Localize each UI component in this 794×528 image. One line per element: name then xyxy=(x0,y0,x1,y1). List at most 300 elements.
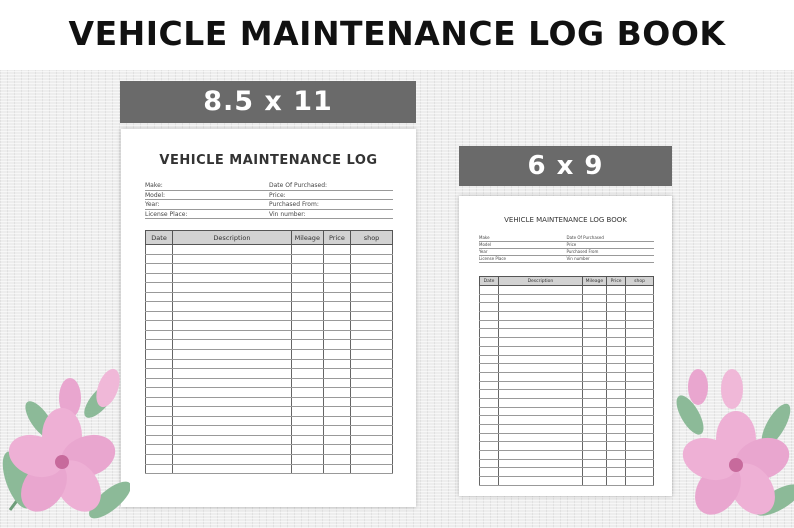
log-cell xyxy=(499,459,583,468)
log-cell xyxy=(626,372,654,381)
field-year: Year: xyxy=(145,200,269,210)
log-cell xyxy=(323,445,350,455)
log-cell xyxy=(350,388,392,398)
field-make: Make: xyxy=(145,181,269,191)
log-cell xyxy=(173,407,292,417)
log-cell xyxy=(291,245,323,255)
field-license-place: License Place: xyxy=(145,210,269,220)
log-cell xyxy=(146,321,173,331)
log-cell xyxy=(607,416,626,425)
field-model: Model xyxy=(479,242,567,249)
log-cell xyxy=(499,294,583,303)
log-cell xyxy=(626,407,654,416)
log-cell xyxy=(480,320,499,329)
log-cell xyxy=(291,397,323,407)
log-row xyxy=(146,435,393,445)
log-cell xyxy=(146,397,173,407)
log-sheet-small xyxy=(459,196,672,496)
log-cell xyxy=(499,468,583,477)
log-cell xyxy=(146,283,173,293)
log-row xyxy=(480,294,654,303)
log-cell xyxy=(291,435,323,445)
column-header-mileage: Mileage xyxy=(291,231,323,245)
log-cell xyxy=(291,340,323,350)
log-cell xyxy=(291,292,323,302)
log-cell xyxy=(323,283,350,293)
field-price: Price xyxy=(567,242,655,249)
log-cell xyxy=(607,364,626,373)
log-cell xyxy=(582,442,606,451)
log-row xyxy=(480,320,654,329)
flower-decoration-right xyxy=(670,365,794,528)
log-cell xyxy=(582,338,606,347)
log-cell xyxy=(146,245,173,255)
log-row xyxy=(146,359,393,369)
log-cell xyxy=(350,311,392,321)
log-cell xyxy=(582,346,606,355)
log-cell xyxy=(582,329,606,338)
log-cell xyxy=(480,468,499,477)
log-cell xyxy=(582,407,606,416)
log-cell xyxy=(582,303,606,312)
log-cell xyxy=(350,397,392,407)
log-cell xyxy=(291,407,323,417)
field-vin-number: Vin number xyxy=(567,256,655,263)
log-cell xyxy=(626,468,654,477)
log-row xyxy=(480,433,654,442)
log-cell xyxy=(350,283,392,293)
log-cell xyxy=(480,329,499,338)
log-sheet-large xyxy=(121,129,416,507)
log-cell xyxy=(146,407,173,417)
log-cell xyxy=(499,286,583,295)
log-cell xyxy=(480,442,499,451)
vehicle-info-fields xyxy=(479,235,654,263)
log-cell xyxy=(350,350,392,360)
log-cell xyxy=(499,381,583,390)
log-cell xyxy=(607,407,626,416)
log-row xyxy=(146,321,393,331)
log-cell xyxy=(173,283,292,293)
log-cell xyxy=(626,312,654,321)
log-cell xyxy=(626,459,654,468)
log-cell xyxy=(173,330,292,340)
log-cell xyxy=(323,273,350,283)
log-cell xyxy=(607,320,626,329)
log-cell xyxy=(582,381,606,390)
log-row xyxy=(480,372,654,381)
log-row xyxy=(480,425,654,434)
log-cell xyxy=(626,425,654,434)
log-cell xyxy=(582,468,606,477)
log-cell xyxy=(173,321,292,331)
log-row xyxy=(480,364,654,373)
flower-decoration-left xyxy=(0,360,130,528)
log-cell xyxy=(323,292,350,302)
log-cell xyxy=(323,330,350,340)
log-cell xyxy=(607,346,626,355)
log-cell xyxy=(173,426,292,436)
log-row xyxy=(146,464,393,474)
log-cell xyxy=(173,445,292,455)
log-cell xyxy=(480,425,499,434)
log-cell xyxy=(626,346,654,355)
log-cell xyxy=(499,407,583,416)
log-row xyxy=(480,416,654,425)
log-cell xyxy=(480,312,499,321)
log-cell xyxy=(480,477,499,486)
log-cell xyxy=(480,416,499,425)
column-header-price: Price xyxy=(323,231,350,245)
log-cell xyxy=(582,459,606,468)
log-cell xyxy=(146,254,173,264)
log-cell xyxy=(146,388,173,398)
log-cell xyxy=(323,378,350,388)
log-row xyxy=(146,283,393,293)
log-cell xyxy=(626,442,654,451)
log-cell xyxy=(291,264,323,274)
log-cell xyxy=(480,433,499,442)
log-row xyxy=(480,303,654,312)
size-label-large: 8.5 x 11 xyxy=(120,81,416,123)
maintenance-log-table xyxy=(145,230,393,474)
field-date-purchased: Date Of Purchased xyxy=(567,235,655,242)
log-cell xyxy=(146,435,173,445)
log-cell xyxy=(173,350,292,360)
log-cell xyxy=(499,329,583,338)
log-cell xyxy=(607,303,626,312)
log-cell xyxy=(582,320,606,329)
log-row xyxy=(480,381,654,390)
log-cell xyxy=(350,464,392,474)
log-cell xyxy=(350,445,392,455)
log-cell xyxy=(323,369,350,379)
log-cell xyxy=(291,350,323,360)
log-cell xyxy=(173,302,292,312)
log-cell xyxy=(323,426,350,436)
log-cell xyxy=(350,359,392,369)
log-cell xyxy=(173,245,292,255)
log-cell xyxy=(582,355,606,364)
log-cell xyxy=(350,435,392,445)
log-cell xyxy=(173,273,292,283)
log-cell xyxy=(323,435,350,445)
column-header-shop: shop xyxy=(350,231,392,245)
column-header-description: Description xyxy=(173,231,292,245)
log-cell xyxy=(350,292,392,302)
log-cell xyxy=(607,381,626,390)
log-cell xyxy=(626,477,654,486)
log-cell xyxy=(291,273,323,283)
log-cell xyxy=(626,303,654,312)
log-row xyxy=(480,451,654,460)
log-cell xyxy=(146,426,173,436)
field-price: Price: xyxy=(269,191,393,201)
log-cell xyxy=(626,390,654,399)
log-row xyxy=(480,477,654,486)
log-cell xyxy=(499,320,583,329)
log-cell xyxy=(146,369,173,379)
log-cell xyxy=(607,390,626,399)
log-cell xyxy=(607,312,626,321)
log-cell xyxy=(499,433,583,442)
log-cell xyxy=(173,254,292,264)
log-row xyxy=(146,340,393,350)
log-cell xyxy=(291,311,323,321)
log-cell xyxy=(582,416,606,425)
log-cell xyxy=(499,372,583,381)
log-cell xyxy=(323,397,350,407)
log-cell xyxy=(323,302,350,312)
log-row xyxy=(146,311,393,321)
log-cell xyxy=(480,390,499,399)
log-cell xyxy=(291,302,323,312)
log-cell xyxy=(607,451,626,460)
log-cell xyxy=(607,425,626,434)
log-cell xyxy=(146,330,173,340)
log-cell xyxy=(291,416,323,426)
log-cell xyxy=(350,302,392,312)
log-row xyxy=(146,388,393,398)
log-cell xyxy=(291,330,323,340)
log-cell xyxy=(480,381,499,390)
log-cell xyxy=(350,254,392,264)
page-title: VEHICLE MAINTENANCE LOG BOOK xyxy=(68,14,726,53)
log-cell xyxy=(582,390,606,399)
log-row xyxy=(146,416,393,426)
log-cell xyxy=(480,346,499,355)
field-license-place: License Place xyxy=(479,256,567,263)
log-cell xyxy=(582,364,606,373)
log-cell xyxy=(480,407,499,416)
log-cell xyxy=(626,398,654,407)
size-label-small: 6 x 9 xyxy=(459,146,672,186)
log-cell xyxy=(499,477,583,486)
log-cell xyxy=(499,338,583,347)
log-row xyxy=(146,397,393,407)
log-cell xyxy=(146,302,173,312)
log-cell xyxy=(499,312,583,321)
log-cell xyxy=(499,346,583,355)
log-cell xyxy=(626,320,654,329)
log-cell xyxy=(291,445,323,455)
log-cell xyxy=(480,459,499,468)
log-cell xyxy=(480,286,499,295)
field-model: Model: xyxy=(145,191,269,201)
log-cell xyxy=(499,398,583,407)
log-cell xyxy=(146,464,173,474)
log-cell xyxy=(146,340,173,350)
log-cell xyxy=(499,364,583,373)
log-cell xyxy=(350,340,392,350)
log-cell xyxy=(146,350,173,360)
log-row xyxy=(146,445,393,455)
log-cell xyxy=(146,455,173,465)
log-cell xyxy=(350,455,392,465)
log-cell xyxy=(173,416,292,426)
log-cell xyxy=(582,398,606,407)
column-header-date: Date xyxy=(480,277,499,286)
log-row xyxy=(480,398,654,407)
log-cell xyxy=(173,464,292,474)
log-cell xyxy=(173,397,292,407)
log-cell xyxy=(607,286,626,295)
log-cell xyxy=(626,329,654,338)
column-header-mileage: Mileage xyxy=(582,277,606,286)
sheet-title: VEHICLE MAINTENANCE LOG xyxy=(159,153,378,168)
log-cell xyxy=(607,398,626,407)
log-cell xyxy=(480,338,499,347)
log-row xyxy=(480,390,654,399)
log-row xyxy=(480,312,654,321)
log-row xyxy=(480,338,654,347)
log-row xyxy=(480,468,654,477)
log-cell xyxy=(173,455,292,465)
field-date-purchased: Date Of Purchased: xyxy=(269,181,393,191)
log-cell xyxy=(323,350,350,360)
field-purchased-from: Purchased From xyxy=(567,249,655,256)
log-cell xyxy=(291,321,323,331)
log-row xyxy=(146,302,393,312)
log-cell xyxy=(499,416,583,425)
log-cell xyxy=(146,264,173,274)
log-cell xyxy=(582,433,606,442)
log-cell xyxy=(173,311,292,321)
log-cell xyxy=(146,359,173,369)
log-cell xyxy=(291,369,323,379)
log-cell xyxy=(323,254,350,264)
log-cell xyxy=(582,451,606,460)
log-cell xyxy=(173,388,292,398)
vehicle-info-fields xyxy=(145,181,393,219)
log-cell xyxy=(350,378,392,388)
log-cell xyxy=(350,407,392,417)
log-cell xyxy=(323,359,350,369)
log-cell xyxy=(323,340,350,350)
log-row xyxy=(146,273,393,283)
log-row xyxy=(480,329,654,338)
log-cell xyxy=(323,455,350,465)
log-cell xyxy=(323,416,350,426)
column-header-price: Price xyxy=(607,277,626,286)
log-cell xyxy=(480,364,499,373)
log-cell xyxy=(626,294,654,303)
log-row xyxy=(480,442,654,451)
log-cell xyxy=(291,378,323,388)
log-cell xyxy=(146,273,173,283)
log-row xyxy=(146,378,393,388)
log-cell xyxy=(607,372,626,381)
log-cell xyxy=(173,378,292,388)
log-cell xyxy=(323,321,350,331)
column-header-date: Date xyxy=(146,231,173,245)
log-row xyxy=(480,346,654,355)
log-row xyxy=(146,254,393,264)
log-cell xyxy=(350,369,392,379)
log-cell xyxy=(480,451,499,460)
log-cell xyxy=(626,355,654,364)
log-cell xyxy=(499,425,583,434)
log-row xyxy=(146,350,393,360)
log-cell xyxy=(291,283,323,293)
log-cell xyxy=(291,426,323,436)
log-cell xyxy=(626,364,654,373)
log-cell xyxy=(173,340,292,350)
log-cell xyxy=(173,369,292,379)
log-row xyxy=(480,286,654,295)
log-cell xyxy=(291,359,323,369)
log-row xyxy=(480,355,654,364)
log-cell xyxy=(582,312,606,321)
log-cell xyxy=(323,407,350,417)
log-cell xyxy=(173,359,292,369)
log-cell xyxy=(291,254,323,264)
log-cell xyxy=(323,388,350,398)
log-cell xyxy=(173,292,292,302)
log-cell xyxy=(626,381,654,390)
log-cell xyxy=(323,464,350,474)
log-cell xyxy=(499,355,583,364)
log-cell xyxy=(582,425,606,434)
column-header-description: Description xyxy=(499,277,583,286)
log-cell xyxy=(607,294,626,303)
log-cell xyxy=(607,329,626,338)
log-cell xyxy=(291,464,323,474)
log-row xyxy=(480,459,654,468)
log-cell xyxy=(480,355,499,364)
log-row xyxy=(146,426,393,436)
log-cell xyxy=(350,273,392,283)
log-cell xyxy=(626,338,654,347)
log-cell xyxy=(291,388,323,398)
log-cell xyxy=(582,372,606,381)
log-cell xyxy=(626,451,654,460)
log-cell xyxy=(607,477,626,486)
log-cell xyxy=(173,435,292,445)
log-cell xyxy=(480,303,499,312)
log-cell xyxy=(480,294,499,303)
log-cell xyxy=(173,264,292,274)
log-cell xyxy=(350,321,392,331)
log-cell xyxy=(607,355,626,364)
field-purchased-from: Purchased From: xyxy=(269,200,393,210)
log-cell xyxy=(146,292,173,302)
log-cell xyxy=(350,426,392,436)
log-cell xyxy=(499,390,583,399)
maintenance-log-table xyxy=(479,276,654,486)
log-cell xyxy=(626,433,654,442)
log-cell xyxy=(626,416,654,425)
log-cell xyxy=(350,416,392,426)
log-cell xyxy=(291,455,323,465)
log-cell xyxy=(146,378,173,388)
log-cell xyxy=(323,245,350,255)
field-vin-number: Vin number: xyxy=(269,210,393,220)
log-row xyxy=(146,369,393,379)
log-cell xyxy=(582,477,606,486)
log-cell xyxy=(499,303,583,312)
log-cell xyxy=(146,311,173,321)
log-cell xyxy=(607,338,626,347)
sheet-title: VEHICLE MAINTENANCE LOG BOOK xyxy=(504,216,627,224)
log-cell xyxy=(480,372,499,381)
column-header-shop: shop xyxy=(626,277,654,286)
field-year: Year xyxy=(479,249,567,256)
log-cell xyxy=(499,442,583,451)
log-row xyxy=(146,455,393,465)
log-cell xyxy=(607,459,626,468)
log-row xyxy=(146,292,393,302)
